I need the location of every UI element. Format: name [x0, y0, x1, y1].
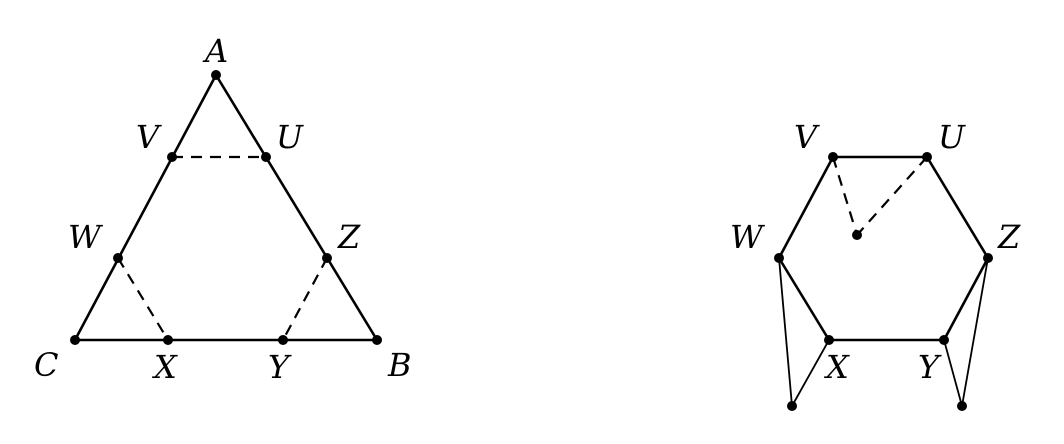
triangle-side-ac: [75, 75, 216, 340]
hexagon-label-v: V: [794, 118, 818, 156]
hexagon-label-x: X: [826, 348, 849, 386]
triangle-label-u: U: [276, 118, 303, 156]
triangle-label-x: X: [154, 348, 177, 386]
hexagon-label-u: U: [938, 118, 965, 156]
hexagon-diagram: [730, 118, 1021, 411]
hexagon-flap-y-bottom: [944, 340, 962, 406]
triangle-label-a: A: [205, 32, 229, 70]
hexagon-label-w: W: [730, 218, 763, 256]
hexagon-point-u: [922, 152, 932, 162]
triangle-point-y: [278, 335, 288, 345]
hexagon-point-center: [852, 230, 862, 240]
hexagon-point-w: [774, 253, 784, 263]
triangle-point-u: [261, 152, 271, 162]
hexagon-side-uz: [927, 157, 988, 258]
triangle-dashed-wx: [118, 258, 168, 340]
hexagon-side-xw: [779, 258, 829, 340]
hexagon-point-x: [824, 335, 834, 345]
triangle-point-x: [163, 335, 173, 345]
triangle-point-v: [167, 152, 177, 162]
triangle-point-a: [211, 70, 221, 80]
triangle-label-v: V: [136, 118, 160, 156]
hexagon-flap-x-bottom: [792, 340, 829, 406]
triangle-point-c: [70, 335, 80, 345]
triangle-label-c: C: [34, 346, 59, 384]
triangle-dashed-zy: [283, 258, 327, 340]
hexagon-label-z: Z: [998, 218, 1021, 256]
triangle-point-w: [113, 253, 123, 263]
triangle-label-z: Z: [338, 218, 361, 256]
hexagon-side-wv: [779, 157, 833, 258]
hexagon-point-z: [983, 253, 993, 263]
hexagon-point-y: [939, 335, 949, 345]
triangle-label-w: W: [68, 218, 101, 256]
hexagon-flap-w-bottom: [779, 258, 792, 406]
triangle-point-b: [372, 335, 382, 345]
hexagon-point-flap-right: [957, 401, 967, 411]
triangle-label-b: B: [388, 346, 412, 384]
hexagon-point-flap-left: [787, 401, 797, 411]
triangle-point-z: [322, 253, 332, 263]
triangle-label-y: Y: [268, 348, 290, 386]
hexagon-label-y: Y: [918, 348, 940, 386]
hexagon-point-v: [828, 152, 838, 162]
triangle-diagram: [34, 32, 412, 386]
hexagon-dashed-v-center: [833, 157, 857, 235]
hexagon-dashed-u-center: [857, 157, 927, 235]
triangle-side-ab: [216, 75, 377, 340]
